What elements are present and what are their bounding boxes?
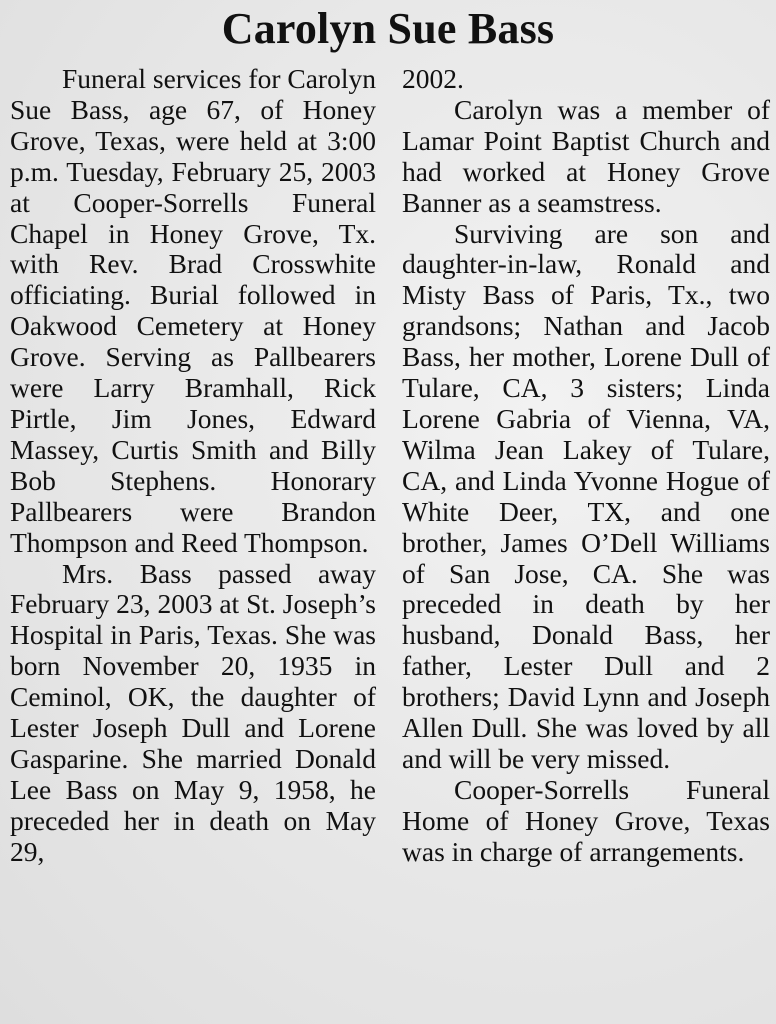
left-column [10, 64, 376, 868]
survivors-paragraph: Surviving are son and daughter-in-law, Ronald and Misty Bass of Paris, Tx., two grandsons; Nathan and Jacob Bass, her mother, Lorene Dull of Tulare, CA, 3 sisters; Linda Lorene Gabria of Vienna, VA, Wilma Jean Lakey of Tulare, CA, and Linda Yvonne Hogue of White Deer, TX, and one brother, James O’Dell Williams of San Jose, CA. She was preceded in death by her husband, Donald Bass, her father, Lester Dull and 2 brothers; David Lynn and Joseph Allen Dull. She was loved by all and will be very missed. [402, 217, 770, 774]
services-paragraph: Funeral services for Carolyn Sue Bass, age 67, of Honey Grove, Texas, were held at 3:00 p.m. Tuesday, February 25, 2003 at Cooper-Sorrells Funeral Chapel in Honey Grove, Tx. with Rev. Brad Crosswhite officiating. Burial followed in Oakwood Cemetery at Honey Grove. Serving as Pallbearers were Larry Bramhall, Rick Pirtle, Jim Jones, Edward Massey, Curtis Smith and Billy Bob Stephens. Honorary Pallbearers were Brandon Thompson and Reed Thompson. [10, 63, 376, 558]
church-paragraph: Carolyn was a member of Lamar Point Baptist Church and had worked at Honey Grove Banner as a seamstress. [402, 93, 770, 218]
obituary-title: Carolyn Sue Bass [221, 4, 555, 53]
biography-paragraph-continued: 2002. [402, 63, 464, 94]
arrangements-paragraph: Cooper-Sorrells Funeral Home of Honey Grove, Texas was in charge of arrangements. [402, 773, 770, 867]
right-column [402, 64, 770, 868]
biography-paragraph: Mrs. Bass passed away February 23, 2003 at St. Joseph’s Hospital in Paris, Texas. She was born November 20, 1935 in Ceminol, OK, the daughter of Lester Joseph Dull and Lorene Gasparine. She married Donald Lee Bass on May 9, 1958, he preceded her in death on May 29, [10, 557, 376, 867]
